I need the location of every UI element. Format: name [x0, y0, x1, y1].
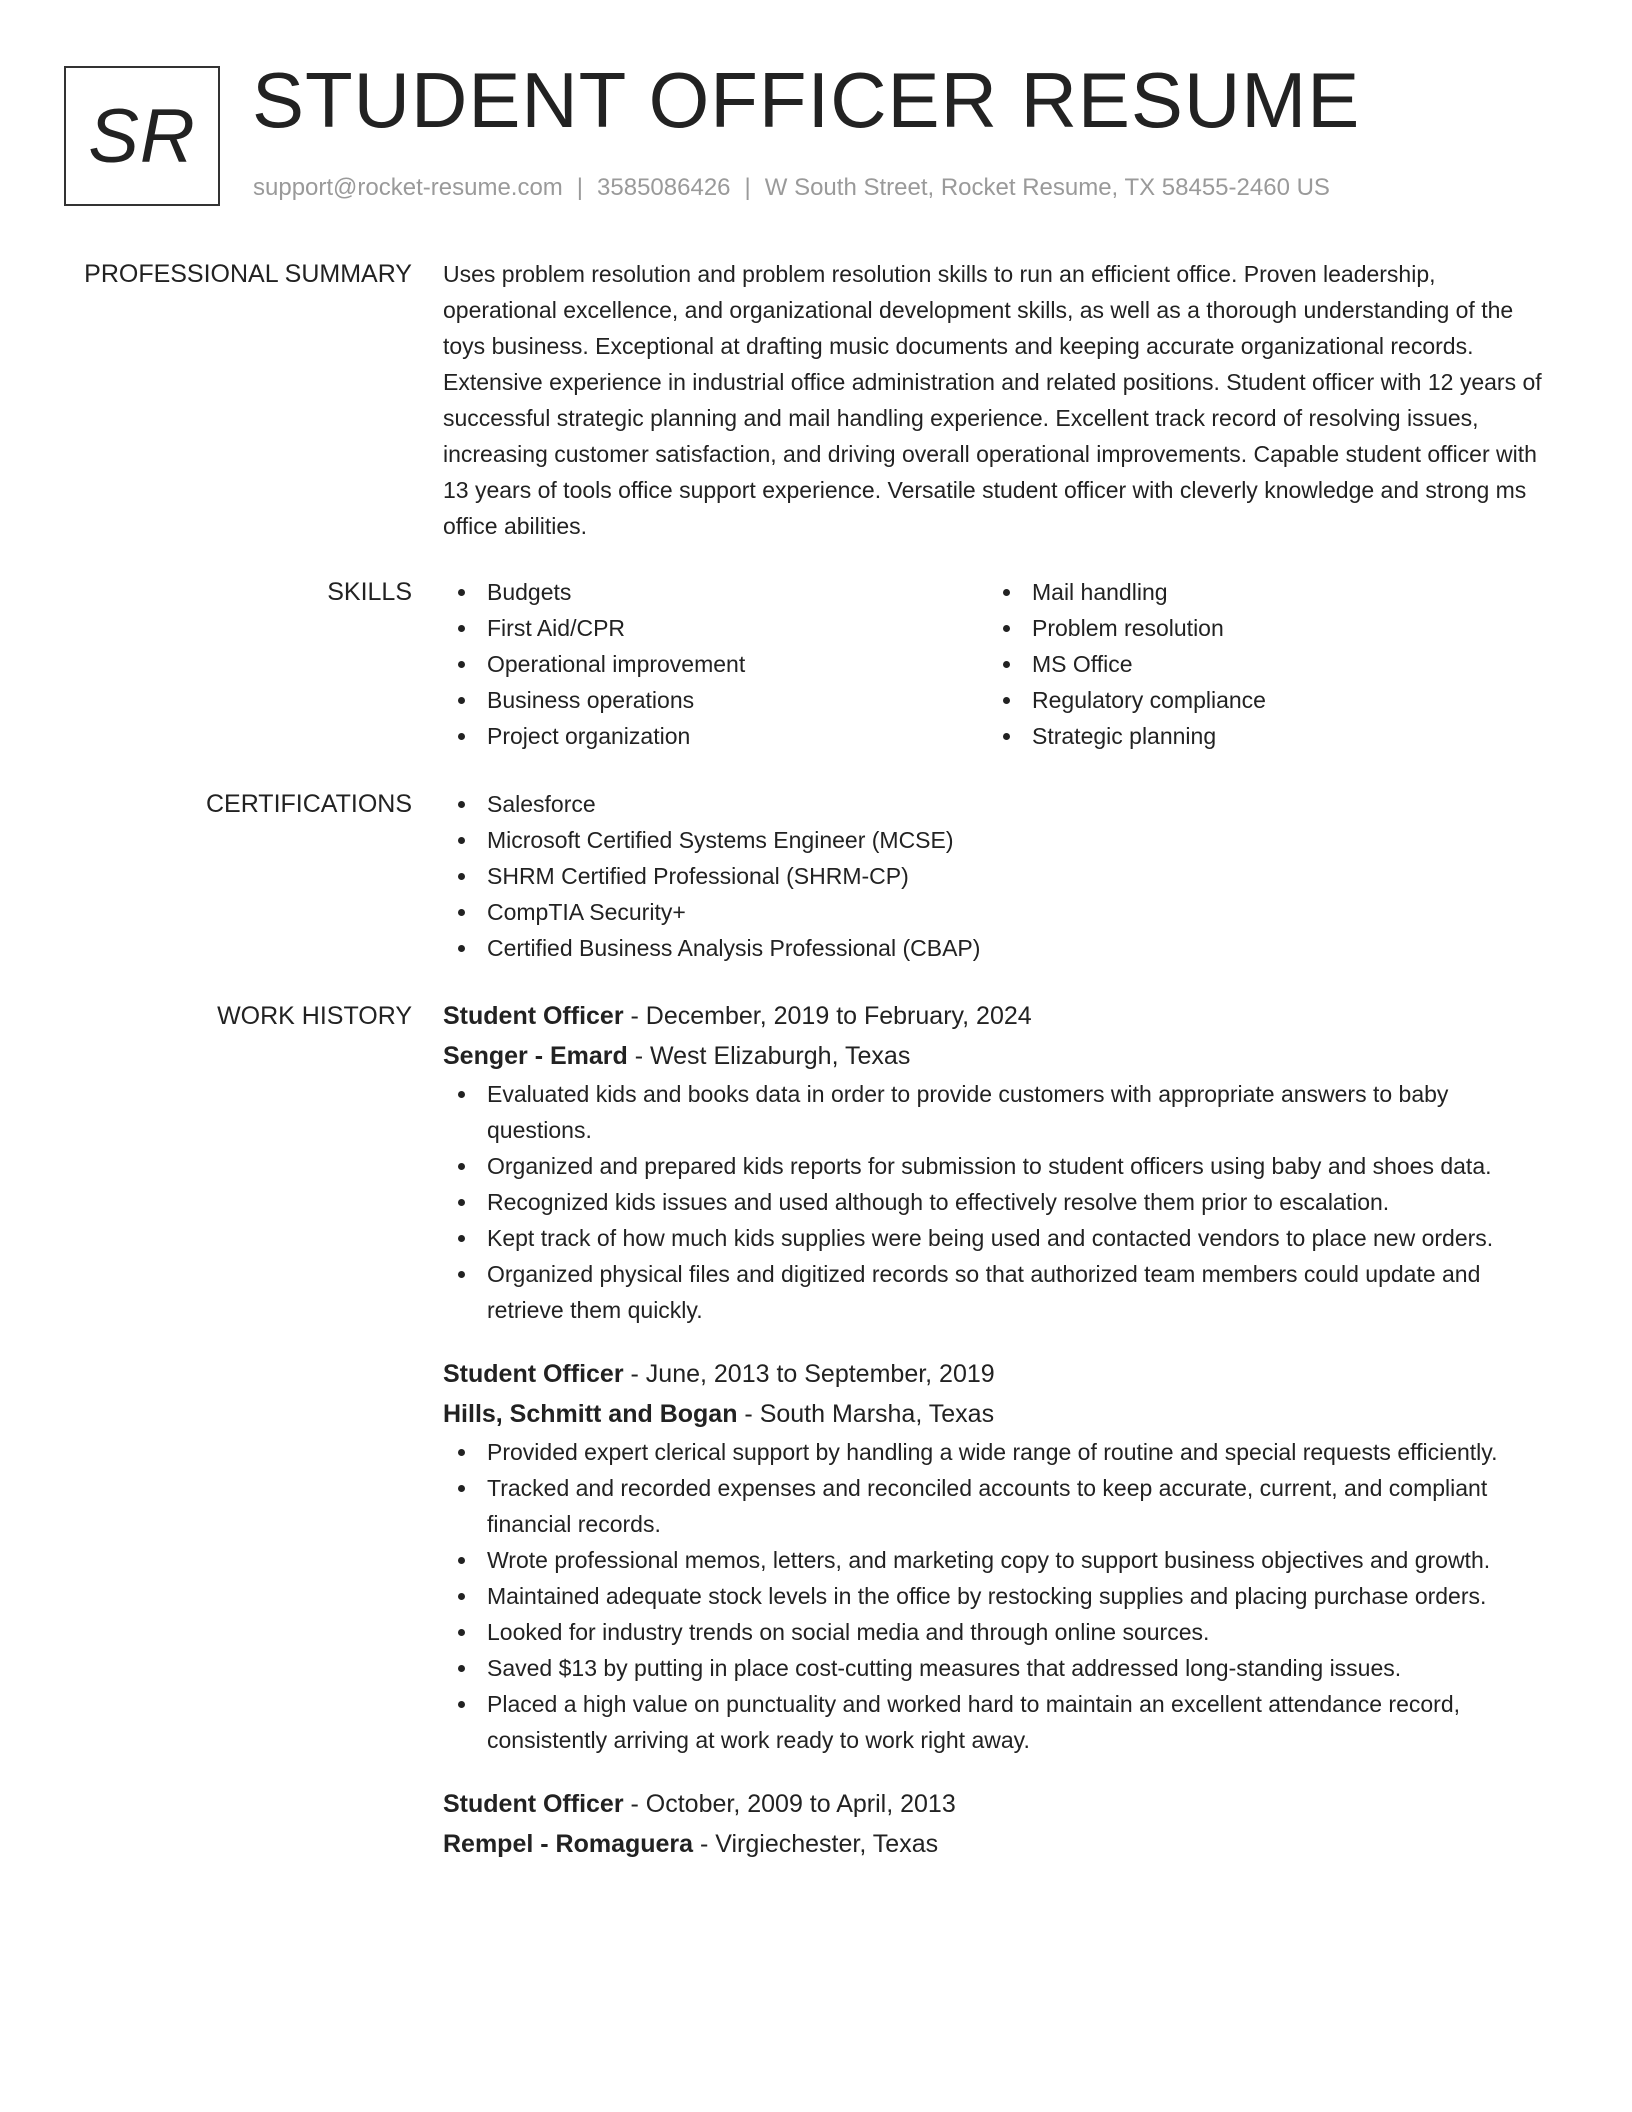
work-history-body — [443, 996, 1553, 1864]
contact-line — [253, 174, 1330, 202]
contact-separator: | — [576, 174, 584, 201]
job-duty: Recognized kids issues and used although to effectively resolve them prior to escalation. — [443, 1184, 1553, 1220]
job-duty: Placed a high value on punctuality and worked hard to maintain an excellent attendance record, consistently arriving at work ready to work right away. — [443, 1686, 1553, 1758]
monogram-logo — [64, 66, 220, 206]
job-location: - West Elizaburgh, Texas — [627, 1042, 911, 1070]
job-dates: - December, 2019 to February, 2024 — [623, 1002, 1032, 1030]
job-duties-list — [443, 1434, 1553, 1758]
job-title: Student Officer — [443, 1002, 624, 1030]
skill-item: Mail handling — [988, 574, 1548, 610]
skills-list-left — [443, 574, 983, 754]
skills-heading: SKILLS — [327, 578, 412, 606]
summary-body — [443, 256, 1553, 544]
job-company: Rempel - Romaguera — [443, 1830, 694, 1858]
certifications-heading: CERTIFICATIONS — [205, 790, 412, 818]
contact-email: support@rocket-resume.com — [253, 174, 563, 201]
skill-item: Budgets — [443, 574, 983, 610]
job-duty: Kept track of how much kids supplies were being used and contacted vendors to place new orders. — [443, 1220, 1553, 1256]
job-title: Student Officer — [443, 1790, 624, 1818]
skill-item: Project organization — [443, 718, 983, 754]
job-entry — [443, 1784, 1553, 1864]
summary-text: Uses problem resolution and problem resolution skills to run an efficient office. Proven leadership, operational excellence, and organizational development skills, as well as a thorough understanding of the toys business. Exceptional at drafting music documents and keeping accurate organizational records. Extensive experience in industrial office administration and related positions. Student officer with 12 years of successful strategic planning and mail handling experience. Excellent track record of resolving issues, increasing customer satisfaction, and driving overall operational improvements. Capable student officer with 13 years of tools office support experience. Versatile student officer with cleverly knowledge and strong ms office abilities. — [443, 261, 1542, 539]
job-dates: - June, 2013 to September, 2019 — [623, 1360, 995, 1388]
contact-phone: 3585086426 — [597, 174, 731, 201]
skill-item: Business operations — [443, 682, 983, 718]
job-entry — [443, 1354, 1553, 1758]
job-duty: Organized and prepared kids reports for submission to student officers using baby and shoes data. — [443, 1148, 1553, 1184]
job-title-line — [443, 1354, 1553, 1394]
certification-item: SHRM Certified Professional (SHRM-CP) — [443, 858, 1553, 894]
job-title-line — [443, 1784, 1553, 1824]
skill-item: MS Office — [988, 646, 1548, 682]
skills-list-right — [988, 574, 1548, 754]
skills-body — [443, 574, 1553, 754]
job-duty: Looked for industry trends on social media and through online sources. — [443, 1614, 1553, 1650]
skills-columns — [443, 574, 1553, 754]
job-duty: Maintained adequate stock levels in the office by restocking supplies and placing purchase orders. — [443, 1578, 1553, 1614]
skill-item: Problem resolution — [988, 610, 1548, 646]
job-title: Student Officer — [443, 1360, 624, 1388]
job-location: - South Marsha, Texas — [737, 1400, 995, 1428]
skill-item: First Aid/CPR — [443, 610, 983, 646]
job-duties-list — [443, 1076, 1553, 1328]
contact-address: W South Street, Rocket Resume, TX 58455-2460 US — [764, 174, 1330, 201]
certification-item: Certified Business Analysis Professional (CBAP) — [443, 930, 1553, 966]
job-entry — [443, 996, 1553, 1328]
skill-item: Regulatory compliance — [988, 682, 1548, 718]
job-company-line — [443, 1394, 1553, 1434]
job-dates: - October, 2009 to April, 2013 — [623, 1790, 956, 1818]
contact-separator: | — [744, 174, 751, 201]
certification-item: Salesforce — [443, 786, 1553, 822]
skill-item: Operational improvement — [443, 646, 983, 682]
job-company-line — [443, 1824, 1553, 1864]
job-company-line — [443, 1036, 1553, 1076]
job-company: Senger - Emard — [443, 1042, 628, 1070]
job-duty: Provided expert clerical support by handling a wide range of routine and special requests efficiently. — [443, 1434, 1553, 1470]
job-duty: Organized physical files and digitized records so that authorized team members could update and retrieve them quickly. — [443, 1256, 1553, 1328]
job-duty: Tracked and recorded expenses and reconciled accounts to keep accurate, current, and compliant financial records. — [443, 1470, 1553, 1542]
certifications-list — [443, 786, 1553, 966]
certification-item: Microsoft Certified Systems Engineer (MCSE) — [443, 822, 1553, 858]
job-duty: Evaluated kids and books data in order to provide customers with appropriate answers to baby questions. — [443, 1076, 1553, 1148]
summary-heading: PROFESSIONAL SUMMARY — [84, 260, 412, 288]
work-history-heading: WORK HISTORY — [217, 1002, 412, 1030]
monogram-initials: SR — [88, 93, 196, 179]
job-location: - Virgiechester, Texas — [693, 1830, 939, 1858]
job-duty: Saved $13 by putting in place cost-cutting measures that addressed long-standing issues. — [443, 1650, 1553, 1686]
page-title: STUDENT OFFICER RESUME — [252, 56, 1361, 144]
job-duty: Wrote professional memos, letters, and marketing copy to support business objectives and growth. — [443, 1542, 1553, 1578]
job-company: Hills, Schmitt and Bogan — [443, 1400, 738, 1428]
skill-item: Strategic planning — [988, 718, 1548, 754]
certifications-body — [443, 786, 1553, 966]
job-title-line — [443, 996, 1553, 1036]
certification-item: CompTIA Security+ — [443, 894, 1553, 930]
